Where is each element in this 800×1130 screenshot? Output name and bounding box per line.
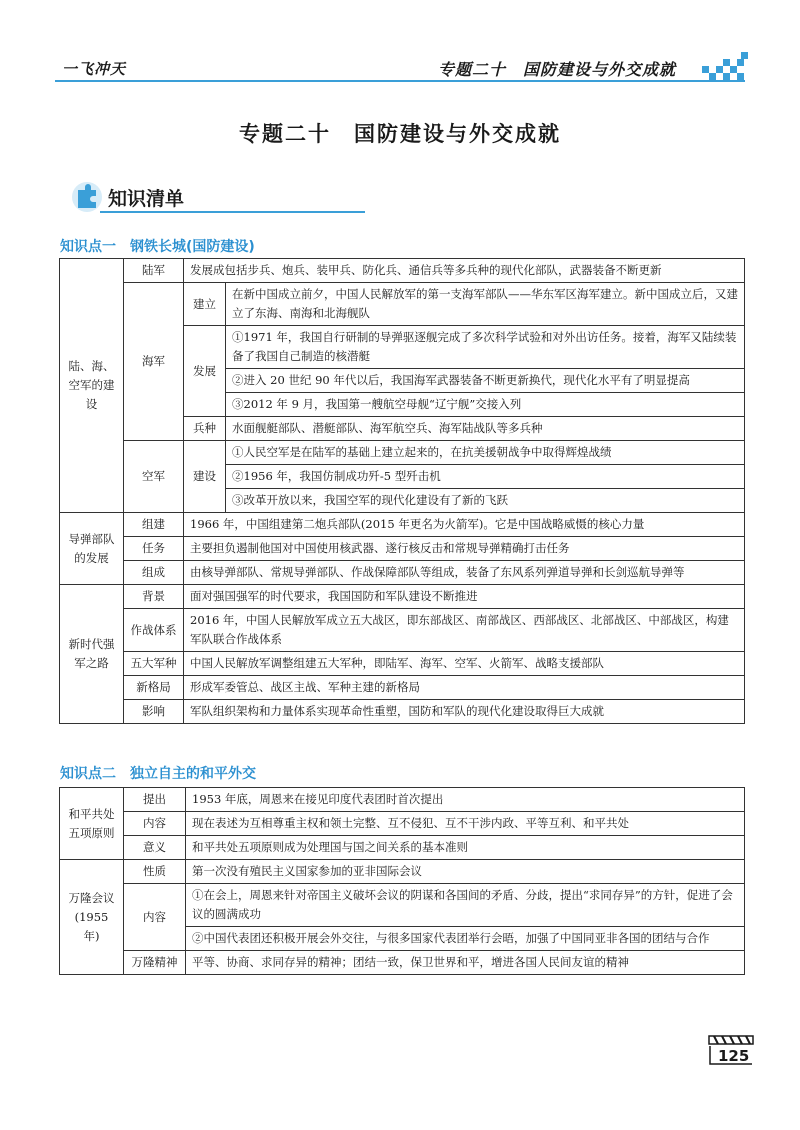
cell: 军队组织架构和力量体系实现革命性重塑，国防和军队的现代化建设取得巨大成就 [184,700,745,724]
table-row [60,609,745,652]
row-label: 建立 [184,283,226,326]
row-label: 提出 [124,788,186,812]
table-row [60,283,745,326]
page-number-badge [708,1035,754,1067]
diplomacy-table [59,787,745,975]
row-label: 影响 [124,700,184,724]
row-label: 内容 [124,812,186,836]
row-label: 五大军种 [124,652,184,676]
row-label: 新格局 [124,676,184,700]
cell: 和平共处五项原则成为处理国与国之间关系的基本准则 [186,836,745,860]
cell: ①在会上，周恩来针对帝国主义破坏会议的阴谋和各国间的矛盾、分歧，提出“求同存异”的方针，促进了会议的圆满成功 [186,884,745,927]
table-row [60,788,745,812]
row-label: 性质 [124,860,186,884]
point2-heading: 知识点二 独立自主的和平外交 [60,766,256,782]
banner-title: 知识清单 [108,188,185,210]
cell: 面对强国强军的时代要求，我国国防和军队建设不断推进 [184,585,745,609]
cell: 水面舰艇部队、潜艇部队、海军航空兵、海军陆战队等多兵种 [226,417,745,441]
page-number: 125 [718,1047,750,1065]
cell: ①1971 年，我国自行研制的导弹驱逐舰完成了多次科学试验和对外出访任务。接着，海军又陆续装备了我国自己制造的核潜艇 [226,326,745,369]
cell: 2016 年，中国人民解放军成立五大战区，即东部战区、南部战区、西部战区、北部战区、中部战区，构建军队联合作战体系 [184,609,745,652]
cell: ②中国代表团还积极开展会外交往，与很多国家代表团举行会晤，加强了中国同亚非各国的团结与合作 [186,927,745,951]
page-title: 专题二十 国防建设与外交成就 [239,122,561,146]
table-row [60,676,745,700]
cell: ②1956 年，我国仿制成功歼-5 型歼击机 [226,465,745,489]
header-title: 专题二十 国防建设与外交成就 [438,60,677,79]
table-row [60,884,745,927]
cell: 在新中国成立前夕，中国人民解放军的第一支海军部队——华东军区海军建立。新中国成立后，又建立了东海、南海和北海舰队 [226,283,745,326]
table-row [60,836,745,860]
row-label: 内容 [124,884,186,951]
row-label: 和平共处五项原则 [60,788,124,860]
row-label: 背景 [124,585,184,609]
cell: ③改革开放以来，我国空军的现代化建设有了新的飞跃 [226,489,745,513]
row-label: 任务 [124,537,184,561]
cell: 1953 年底，周恩来在接见印度代表团时首次提出 [186,788,745,812]
table-row [60,700,745,724]
brand-logo: 一飞冲天 [62,60,127,78]
row-label: 导弹部队的发展 [60,513,124,585]
checker-decoration-icon [702,52,748,80]
puzzle-icon [70,180,104,214]
point1-heading: 知识点一 钢铁长城(国防建设) [60,239,255,255]
cell: ①人民空军是在陆军的基础上建立起来的，在抗美援朝战争中取得辉煌战绩 [226,441,745,465]
table-row [60,259,745,283]
row-label: 作战体系 [124,609,184,652]
cell: 形成军委管总、战区主战、军种主建的新格局 [184,676,745,700]
row-label: 意义 [124,836,186,860]
table-row [60,513,745,537]
header-divider [55,80,745,82]
banner-underline [100,211,365,213]
row-label: 陆、海、空军的建设 [60,259,124,513]
row-label: 万隆会议(1955 年) [60,860,124,975]
defense-table [59,258,745,724]
table-row [60,561,745,585]
row-label: 组成 [124,561,184,585]
table-row [60,860,745,884]
cell: 发展成包括步兵、炮兵、装甲兵、防化兵、通信兵等多兵种的现代化部队，武器装备不断更新 [184,259,745,283]
table-row [60,652,745,676]
cell: 现在表述为互相尊重主权和领土完整、互不侵犯、互不干涉内政、平等互利、和平共处 [186,812,745,836]
cell: 第一次没有殖民主义国家参加的亚非国际会议 [186,860,745,884]
cell: 中国人民解放军调整组建五大军种，即陆军、海军、空军、火箭军、战略支援部队 [184,652,745,676]
table-row [60,812,745,836]
page-header [0,0,800,90]
row-label: 兵种 [184,417,226,441]
row-label: 陆军 [124,259,184,283]
cell: 主要担负遏制他国对中国使用核武器、遂行核反击和常规导弹精确打击任务 [184,537,745,561]
table-row [60,537,745,561]
table-row [60,585,745,609]
row-label: 发展 [184,326,226,417]
cell: ②进入 20 世纪 90 年代以后，我国海军武器装备不断更新换代，现代化水平有了明显提高 [226,369,745,393]
cell: 1966 年，中国组建第二炮兵部队(2015 年更名为火箭军)。它是中国战略威慑的核心力量 [184,513,745,537]
cell: 由核导弹部队、常规导弹部队、作战保障部队等组成，装备了东风系列弹道导弹和长剑巡航导弹等 [184,561,745,585]
table-row [60,951,745,975]
row-label: 组建 [124,513,184,537]
row-label: 建设 [184,441,226,513]
cell: ③2012 年 9 月，我国第一艘航空母舰“辽宁舰”交接入列 [226,393,745,417]
row-label: 万隆精神 [124,951,186,975]
row-label: 空军 [124,441,184,513]
row-label: 新时代强军之路 [60,585,124,724]
row-label: 海军 [124,283,184,441]
table-row [60,441,745,465]
cell: 平等、协商、求同存异的精神；团结一致，保卫世界和平，增进各国人民间友谊的精神 [186,951,745,975]
